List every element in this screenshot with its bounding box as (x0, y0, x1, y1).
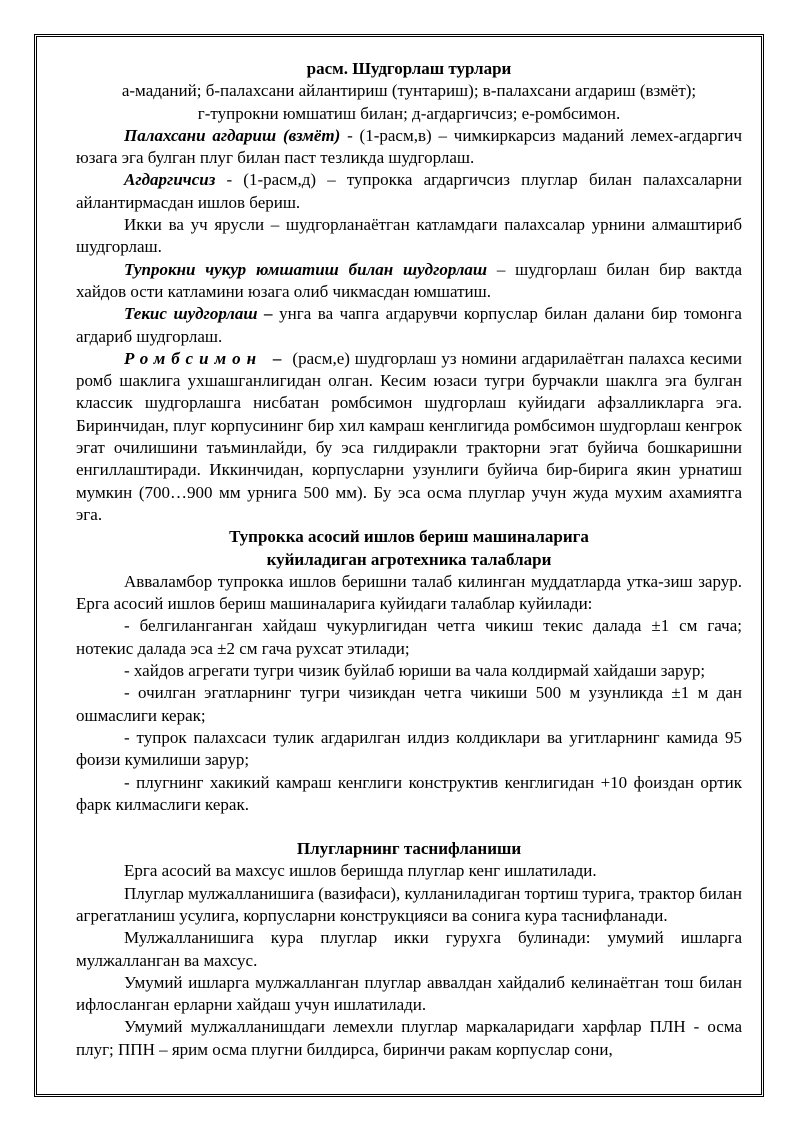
requirement-item: - хайдов агрегати тугри чизик буйлаб юриши ва чала колдирмай хайдаши зарур; (124, 661, 706, 681)
paragraph-tekis (76, 303, 742, 348)
paragraph-agdargichsiz (76, 169, 742, 214)
classification-paragraph: Мулжалланишига кура плуглар икки гурухга булинади: умумий ишларга мулжалланган ва махсус. (76, 928, 742, 970)
paragraph-text: унга ва чапга агдарувчи корпуслар билан далани бир томонга агдариб шудгорлаш. (76, 304, 742, 346)
paragraph-text: - (1-расм,д) – тупрокка агдаргичсиз плуглар билан палахсаларни айлантирмасдан ишлов бериш. (76, 170, 742, 212)
spacer (76, 816, 742, 838)
section-heading-line-2: куйиладиган агротехника талаблари (266, 549, 552, 569)
paragraph-text: - (1-расм,в) – чимкиркарсиз маданий лемех-агдаргич юзага эга булган плуг билан паст тезликда шудгорлаш. (76, 125, 742, 168)
requirement-item: - тупрок палахсаси тулик агдарилган илдиз колдиклари ва угитларнинг камида 95 фоизи кумилиши зарур; (76, 727, 742, 770)
paragraph-rombsimon (76, 348, 742, 526)
term-rombsimon: Ромбсимон – (124, 348, 288, 368)
paragraph-yarusli: Икки ва уч ярусли – шудгорланаётган катламдаги палахсалар урнини алмаштириб шудгорлаш. (76, 215, 742, 257)
term-agdargichsiz: Агдаргичсиз (124, 170, 216, 190)
requirement-item: - очилган эгатларнинг тугри чизикдан четга чикиши 500 м узунликда ±1 м дан ошмаслиги керак; (76, 683, 742, 725)
section-heading-line-1: Тупрокка асосий ишлов бериш машиналарига (229, 527, 589, 547)
requirement-item: - белгиланганган хайдаш чукурлигидан четга чикиш текис далада ±1 см гача; нотекис далада эса ±2 см гача рухсат этилади; (76, 616, 742, 658)
paragraph-chukur-yumshatish (76, 259, 742, 304)
figure-caption-line-2: г-тупрокни юмшатиш билан; д-агдаргичсиз; е-ромбсимон. (197, 103, 621, 123)
requirements-intro: Авваламбор тупрокка ишлов беришни талаб килинган муддатларда утка-зиш зарур. Ерга асосий ишлов бериш машиналарига куйидаги талаблар куйилади: (76, 571, 742, 614)
paragraph-text: (расм,е) шудгорлаш уз номини агдарилаётган палахса кесими ромб шаклига ухшашганлигидан олган. Кесим юзаси тугри бурчакли шаклга эга булган классик шудгорлашга нисбатан ромбсимон шудгорлаш куйидаги афзалликларга эга. Биринчидан, плуг корпусининг бир хил камраш кенглигида ромбсимон шудгорлаш кенгрок эгат очилишини таъминлайди, бу эса гилдиракли тракторни эгат буйича бошкаришни енгиллаштиради. Иккинчидан, корпусларни узунлиги буйича бир-бирига якин урнатиш мумкин (700…900 мм урнига 500 мм). Бу эса осма плуглар учун жуда мухим ахамиятга эга. (76, 348, 742, 524)
classification-paragraph: Умумий ишларга мулжалланган плуглар аввалдан хайдалиб келинаётган тош билан ифлосланган ерларни хайдаш учун ишлатилади. (76, 972, 742, 1015)
term-chukur-yumshatish: Тупрокни чукур юмшатиш билан шудгорлаш (124, 259, 488, 279)
figure-title: расм. Шудгорлаш турлари (306, 59, 512, 78)
figure-caption-line-1: а-маданий; б-палахсани айлантириш (тунтариш); в-палахсани агдариш (взмёт); (121, 81, 697, 101)
paragraph-text: – шудгорлаш билан бир вактда хайдов ости катламини юзага олиб чикмасдан юмшатиш. (76, 259, 742, 301)
paragraph-vzmet (76, 125, 742, 170)
classification-heading: Плугларнинг таснифланиши (296, 839, 522, 859)
classification-paragraph: Умумий мулжалланишдаги лемехли плуглар маркаларидаги харфлар ПЛН - осма плуг; ППН – ярим осма плугни билдирса, биринчи ракам корпуслар сони, (76, 1017, 742, 1059)
classification-paragraph: Плуглар мулжалланишига (вазифаси), кулланиладиган тортиш турига, трактор билан агрегатланиш усулига, корпусларни конструкцияси ва сонига кура таснифланади. (76, 883, 742, 925)
requirement-item: - плугнинг хакикий камраш кенглиги конструктив кенглигидан +10 фоиздан ортик фарк килмаслиги керак. (76, 772, 742, 814)
term-tekis: Текис шудгорлаш – (124, 304, 273, 324)
document-body (76, 58, 742, 1061)
classification-paragraph: Ерга асосий ва махсус ишлов беришда плуглар кенг ишлатилади. (124, 861, 597, 881)
term-vzmet: Палахсани агдариш (взмёт) (124, 125, 341, 145)
